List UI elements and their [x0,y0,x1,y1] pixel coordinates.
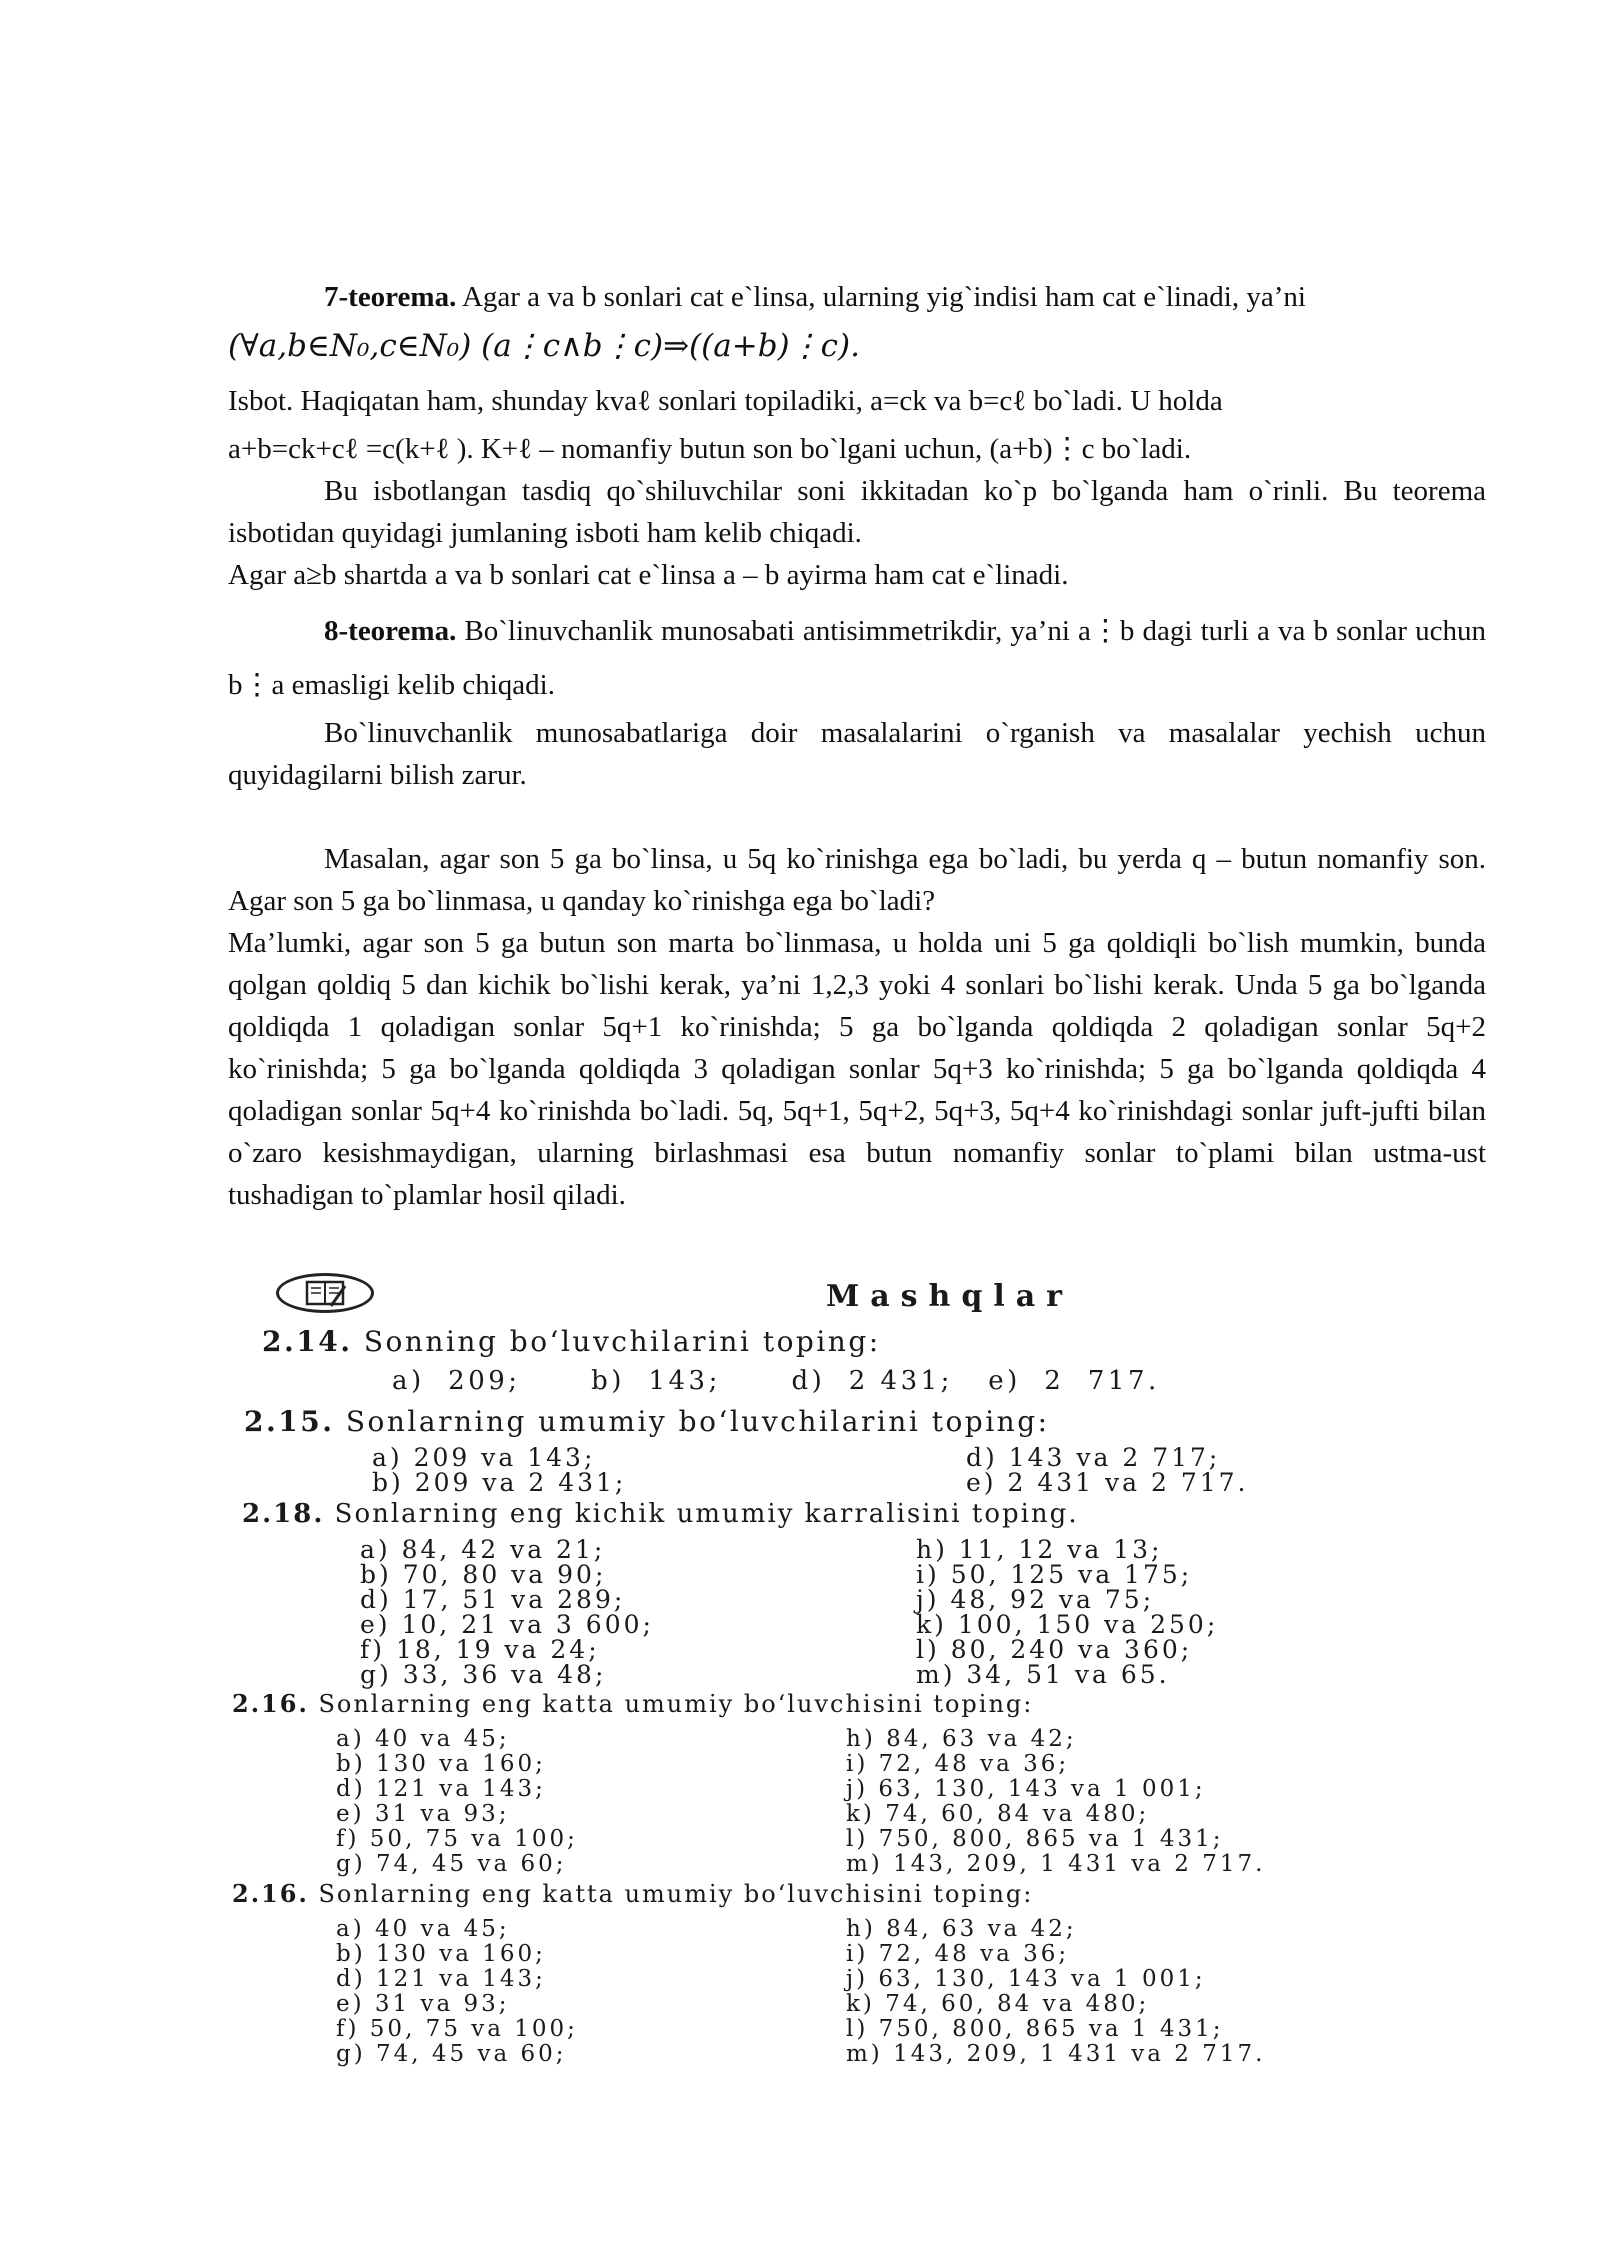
theorem-8-text: Bo`linuvchanlik munosabati antisimmetrikdir, ya’ni a⋮b dagi turli a va b sonlar uchun b⋮a emasligi kelib chiqadi. [228,615,1486,701]
list-item: e) 31 va 93; [336,1801,510,1827]
exercise-2-18-header [242,1499,1079,1529]
exercise-text: Sonlarning eng katta umumiy bo‘luvchisini toping: [318,1880,1034,1908]
list-item: d) 143 va 2 717; [966,1443,1221,1472]
theorem-8 [228,604,1486,712]
list-item: j) 63, 130, 143 va 1 001; [846,1776,1206,1802]
proof-line-2: a+b=ck+cℓ =c(k+ℓ ). K+ℓ – nomanfiy butun son bo`lgani uchun, (a+b)⋮c bo`ladi. [228,433,1192,465]
list-item: f) 18, 19 va 24; [360,1635,600,1664]
exercise-2-16-header [232,1689,1033,1718]
exercise-2-14-header [262,1325,881,1358]
book-logo-icon [276,1273,374,1313]
exercise-number: 2.18. [242,1499,325,1529]
exercise-2-16-repeat-right [846,1917,1265,2067]
list-item: a) 40 va 45; [336,1726,510,1752]
exercise-2-16-repeat-left [336,1917,578,2067]
exercise-number: 2.15. [244,1405,335,1438]
list-item: b) 130 va 160; [336,1941,546,1967]
list-item: l) 750, 800, 865 va 1 431; [846,2016,1224,2042]
list-item: i) 72, 48 va 36; [846,1941,1070,1967]
list-item: f) 50, 75 va 100; [336,2016,578,2042]
list-item: l) 750, 800, 865 va 1 431; [846,1826,1224,1852]
list-item: e) 31 va 93; [336,1991,510,2017]
list-item: e) 2 431 va 2 717. [966,1468,1249,1497]
theorem-7-formula: (∀a,b∈N₀,c∈N₀) (a⋮c∧b⋮c)⇒((a+b)⋮c). [228,328,860,364]
intro-paragraph: Bo`linuvchanlik munosabatlariga doir masalalarini o`rganish va masalalar yechish uchun quyidagilarni bilish zarur. [228,717,1486,791]
list-item: m) 143, 209, 1 431 va 2 717. [846,1851,1266,1877]
exercise-2-15-header [244,1405,1050,1438]
list-item: d) 17, 51 va 289; [360,1585,626,1614]
list-item: j) 63, 130, 143 va 1 001; [846,1966,1206,1992]
exercise-text: Sonlarning eng kichik umumiy karralisini toping. [334,1499,1079,1529]
exercise-2-18-right [916,1537,1218,1687]
exercise-2-14-items: a) 209; b) 143; d) 2 431; e) 2 717. [392,1366,1160,1396]
list-item: d) 121 va 143; [336,1966,546,1992]
list-item: k) 100, 150 va 250; [916,1610,1219,1639]
known-paragraph: Ma’lumki, agar son 5 ga butun son marta bo`linmasa, u holda uni 5 ga qoldiqli bo`lish mumkin, bunda qolgan qoldiq 5 dan kichik bo`lishi kerak, ya’ni 1,2,3 yoki 4 sonlari bo`lishi kerak. Unda 5 ga bo`lganda qoldiqda 1 qoladigan sonlar 5q+1 ko`rinishda; 5 ga bo`lganda qoldiqda 2 qoladigan sonlar 5q+2 ko`rinishda; 5 ga bo`lganda qoldiqda 3 qoladigan sonlar 5q+3 ko`rinishda; 5 ga bo`lganda qoldiqda 4 qoladigan sonlar 5q+4 ko`rinishda bo`ladi. 5q, 5q+1, 5q+2, 5q+3, 5q+4 ko`rinishdagi sonlar juft-jufti bilan o`zaro kesishmaydigan, ularning birlashmasi esa butun nomanfiy sonlar to`plami bilan ustma-ust tushadigan to`plamlar hosil qiladi. [228,927,1486,1211]
exercise-2-16-repeat-header [232,1879,1033,1908]
exercises-title: Mashqlar [826,1279,1073,1314]
list-item: b) 209 va 2 431; [372,1468,627,1497]
theorem-7-text: Agar a va b sonlari cat e`linsa, ularning yig`indisi ham cat e`linadi, ya’ni [456,281,1306,313]
list-item: h) 84, 63 va 42; [846,1726,1077,1752]
list-item: i) 50, 125 va 175; [916,1560,1193,1589]
exercise-2-18-left [360,1537,654,1687]
list-item: g) 74, 45 va 60; [336,2041,567,2067]
exercise-text: Sonlarning umumiy bo‘luvchilarini toping: [345,1405,1050,1438]
exercise-text: Sonlarning eng katta umumiy bo‘luvchisini toping: [318,1690,1034,1718]
list-item: m) 143, 209, 1 431 va 2 717. [846,2041,1266,2067]
proof-line-1: Isbot. Haqiqatan ham, shunday kvaℓ sonlari topiladiki, a=ck va b=cℓ bo`ladi. U holda [228,385,1223,417]
list-item: h) 11, 12 va 13; [916,1535,1163,1564]
exercise-2-16-left [336,1727,578,1877]
proven-paragraph: Bu isbotlangan tasdiq qo`shiluvchilar soni ikkitadan ko`p bo`lganda ham o`rinli. Bu teorema isbotidan quyidagi jumlaning isboti ham kelib chiqadi. [228,475,1486,549]
list-item: j) 48, 92 va 75; [916,1585,1155,1614]
list-item: e) 10, 21 va 3 600; [360,1610,654,1639]
exercise-number: 2.16. [232,1879,309,1908]
list-item: d) 121 va 143; [336,1776,546,1802]
list-item: a) 84, 42 va 21; [360,1535,606,1564]
exercise-number: 2.16. [232,1689,309,1718]
list-item: b) 70, 80 va 90; [360,1560,607,1589]
list-item: i) 72, 48 va 36; [846,1751,1070,1777]
list-item: k) 74, 60, 84 va 480; [846,1991,1150,2017]
list-item: k) 74, 60, 84 va 480; [846,1801,1150,1827]
exercise-2-16-right [846,1727,1265,1877]
list-item: a) 40 va 45; [336,1916,510,1942]
list-item: b) 130 va 160; [336,1751,546,1777]
corollary-paragraph: Agar a≥b shartda a va b sonlari cat e`linsa a – b ayirma ham cat e`linadi. [228,559,1069,591]
list-item: g) 74, 45 va 60; [336,1851,567,1877]
list-item: l) 80, 240 va 360; [916,1635,1193,1664]
example-paragraph: Masalan, agar son 5 ga bo`linsa, u 5q ko`rinishga ega bo`ladi, bu yerda q – butun nomanfiy son. Agar son 5 ga bo`linmasa, u qanday ko`rinishga ega bo`ladi? [228,843,1486,917]
theorem-7-heading: 7-teorema. [324,281,457,313]
list-item: m) 34, 51 va 65. [916,1660,1170,1689]
theorem-7 [228,276,1486,318]
list-item: a) 209 va 143; [372,1443,596,1472]
exercise-2-15-left [372,1445,626,1495]
exercise-number: 2.14. [262,1325,353,1358]
theorem-8-heading: 8-teorema. [324,615,457,647]
main-text [228,276,1486,1216]
list-item: g) 33, 36 va 48; [360,1660,607,1689]
list-item: f) 50, 75 va 100; [336,1826,578,1852]
list-item: h) 84, 63 va 42; [846,1916,1077,1942]
exercise-2-15-right [966,1445,1249,1495]
exercise-text: Sonning bo‘luvchilarini toping: [363,1325,881,1358]
